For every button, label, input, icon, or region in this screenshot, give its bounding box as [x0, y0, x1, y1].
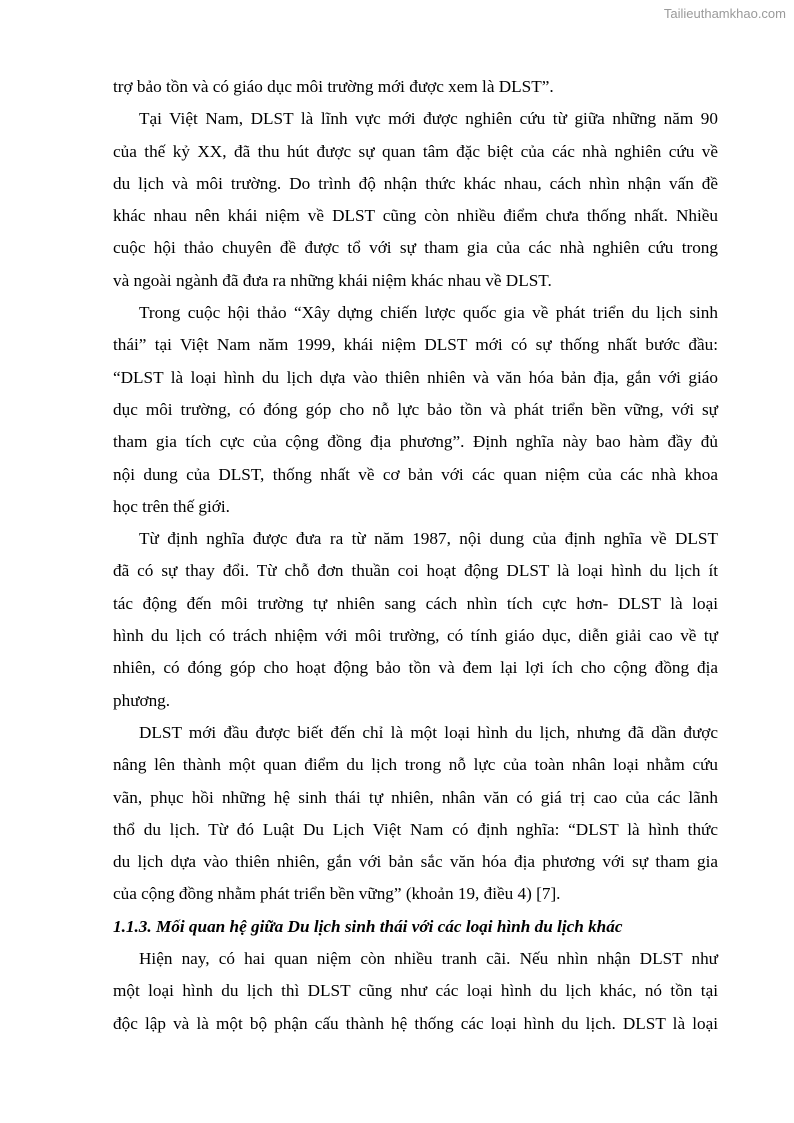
text-line: thổ du lịch. Từ đó Luật Du Lịch Việt Nam có định nghĩa: “DLST là hình thức	[113, 819, 718, 839]
text-line: nhiên, có đóng góp cho hoạt động bảo tồn và đem lại lợi ích cho cộng đồng địa	[113, 658, 718, 678]
text-line: du lịch dựa vào thiên nhiên, gắn với bản sắc văn hóa địa phương với sự tham gia	[113, 852, 718, 872]
document-body	[113, 71, 718, 1040]
text-line: và ngoài ngành đã đưa ra những khái niệm khác nhau về DLST.	[113, 270, 552, 290]
watermark: Tailieuthamkhao.com	[663, 6, 786, 21]
text-line: khác nhau nên khái niệm về DLST cũng còn nhiều điểm chưa thống nhất. Nhiều	[113, 206, 718, 226]
text-line: DLST mới đầu được biết đến chỉ là một loại hình du lịch, nhưng đã dần được	[139, 722, 718, 742]
text-line: nội dung của DLST, thống nhất về cơ bản với các quan niệm của các nhà khoa	[113, 464, 718, 484]
text-line: thái” tại Việt Nam năm 1999, khái niệm DLST mới có sự thống nhất bước đầu:	[113, 335, 718, 355]
text-line: của cộng đồng nhằm phát triển bền vững” (khoản 19, điều 4) [7].	[113, 884, 561, 904]
text-line: Từ định nghĩa được đưa ra từ năm 1987, nội dung của định nghĩa về DLST	[139, 529, 718, 549]
text-line: phương.	[113, 690, 171, 710]
text-line: của thế kỷ XX, đã thu hút được sự quan tâm đặc biệt của các nhà nghiên cứu về	[113, 141, 718, 161]
text-line: Trong cuộc hội thảo “Xây dựng chiến lược quốc gia về phát triển du lịch sinh	[139, 303, 718, 323]
text-line: vãn, phục hồi những hệ sinh thái tự nhiên, nhân văn có giá trị cao của các lãnh	[113, 787, 718, 807]
text-line: trợ bảo tồn và có giáo dục môi trường mới được xem là DLST”.	[113, 77, 554, 96]
text-line: nâng lên thành một quan điểm du lịch trong nỗ lực của toàn nhân loại nhằm cứu	[113, 755, 718, 775]
section-heading: 1.1.3. Mối quan hệ giữa Du lịch sinh thái với các loại hình du lịch khác	[113, 916, 623, 936]
text-line: học trên thế giới.	[113, 496, 230, 516]
text-line: đã có sự thay đổi. Từ chỗ đơn thuần coi hoạt động DLST là loại hình du lịch ít	[113, 561, 718, 581]
text-line: một loại hình du lịch thì DLST cũng như các loại hình du lịch khác, nó tồn tại	[113, 981, 718, 1001]
text-line: tham gia tích cực của cộng đồng địa phương”. Định nghĩa này bao hàm đầy đủ	[113, 432, 718, 452]
text-line: Hiện nay, có hai quan niệm còn nhiều tranh cãi. Nếu nhìn nhận DLST như	[139, 949, 718, 969]
text-line: cuộc hội thảo chuyên đề được tổ với sự tham gia của các nhà nghiên cứu trong	[113, 238, 718, 258]
text-line: độc lập và là một bộ phận cấu thành hệ thống các loại hình du lịch. DLST là loại	[113, 1013, 718, 1033]
text-line: Tại Việt Nam, DLST là lĩnh vực mới được nghiên cứu từ giữa những năm 90	[139, 109, 718, 129]
text-line: hình du lịch có trách nhiệm với môi trường, có tính giáo dục, diễn giải cao về tự	[113, 626, 718, 646]
text-line: tác động đến môi trường tự nhiên sang cách nhìn tích cực hơn- DLST là loại	[113, 593, 718, 613]
text-line: dục môi trường, có đóng góp cho nỗ lực bảo tồn và phát triển bền vững, với sự	[113, 399, 718, 419]
text-line: du lịch và môi trường. Do trình độ nhận thức khác nhau, cách nhìn nhận vấn đề	[113, 173, 718, 193]
text-line: “DLST là loại hình du lịch dựa vào thiên nhiên và văn hóa bản địa, gắn với giáo	[113, 367, 718, 387]
